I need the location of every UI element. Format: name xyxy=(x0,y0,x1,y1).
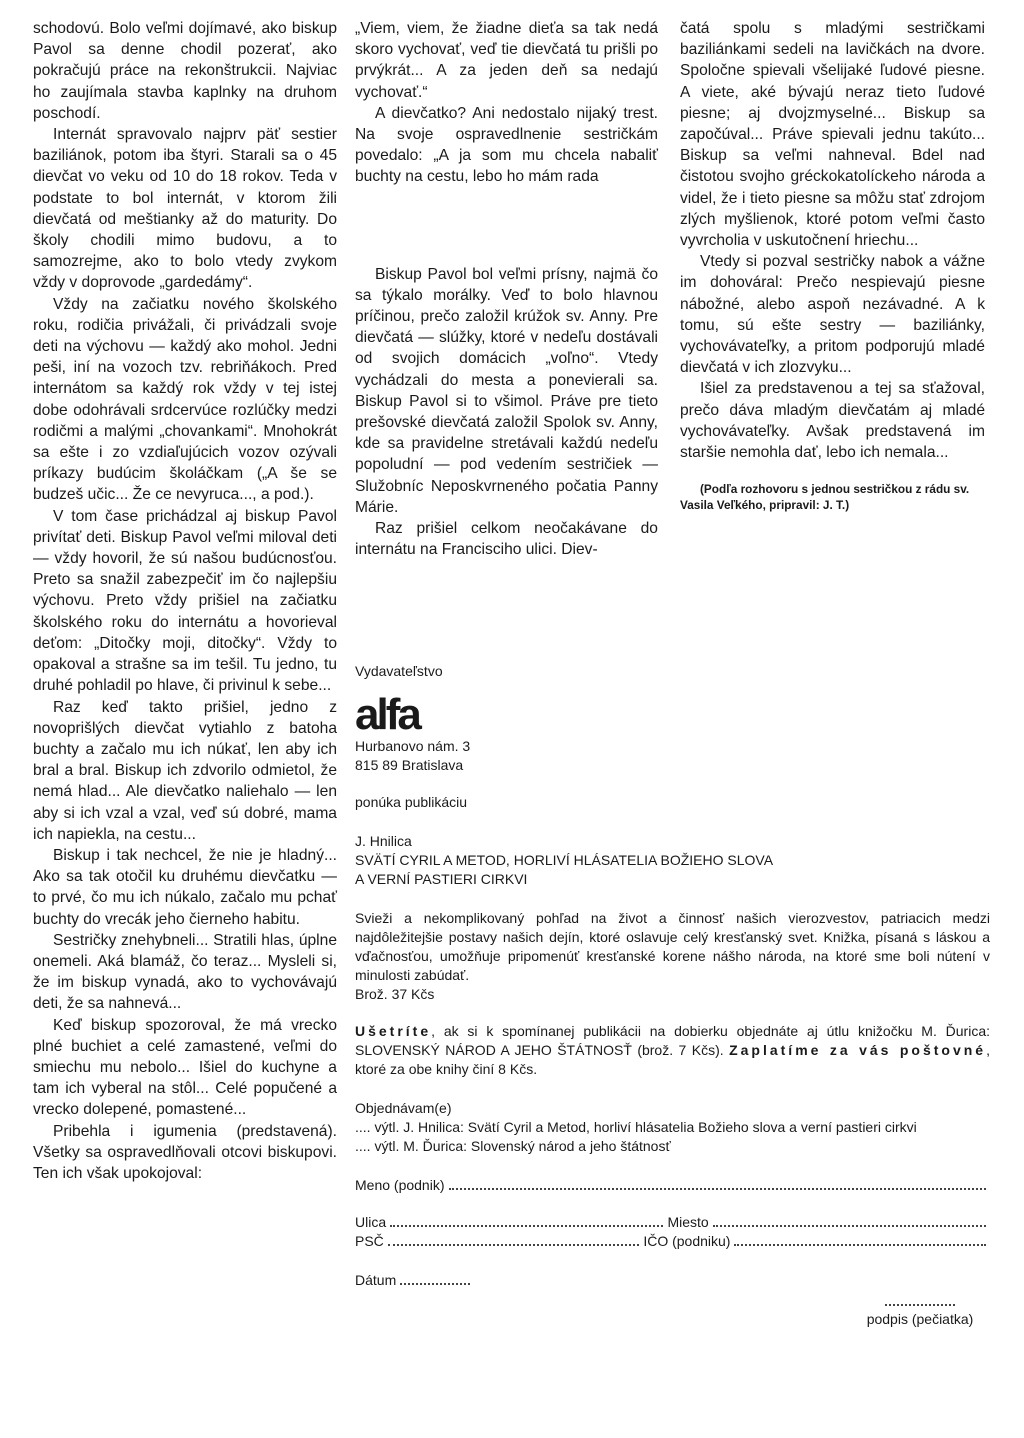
book-title-continued: A VERNÍ PASTIERI CIRKVI xyxy=(355,871,528,887)
order-heading: Objednávam(e) xyxy=(355,1100,452,1116)
alfa-logo-icon xyxy=(355,695,465,733)
promo-highlight: Ušetríte xyxy=(355,1023,432,1039)
zip-field-line[interactable] xyxy=(388,1243,640,1246)
column-gap xyxy=(355,188,658,264)
article-paragraph: A dievčatko? Ani nedostalo nijaký trest. Na svoje ospravedlnenie sestričkám povedalo: „A ja som mu chcela nabaliť buchty na cestu, lebo ho mám rada xyxy=(355,104,658,186)
publisher-heading: Vydavateľstvo xyxy=(355,663,443,679)
article-paragraph: Pribehla i igumenia (predstavená). Všetky sa ospravedlňovali otcovi biskupovi. Ten ich však upokojoval: xyxy=(33,1122,337,1182)
article-paragraph: schodovú. Bolo veľmi dojímavé, ako biskup Pavol sa denne chodil pozerať, ako pokračujú práce na rekonštrukcii. Najviac ho zaujímala stavba kaplnky na druhom poschodí. xyxy=(33,20,337,122)
article-paragraph: Vtedy si pozval sestričky nabok a vážne im dohováral: Prečo nespievajú piesne nábožné, alebo aspoň nezávadné. A k tomu, sú ešte sestry — baziliánky, vychovávateľky, a pritom podporujú mladé dievčatá v ich zlozvyku... xyxy=(680,253,985,377)
street-field-label: Ulica xyxy=(355,1214,387,1230)
address-row[interactable] xyxy=(355,1213,990,1232)
article-paragraph: „Viem, viem, že žiadne dieťa sa tak nedá skoro vychovať, veď tie dievčatá tu prišli po prvýkrát... A za jeden deň sa nedajú vychovať.“ xyxy=(355,20,658,101)
ico-field-label: IČO (podniku) xyxy=(643,1233,731,1249)
name-field-label: Meno (podnik) xyxy=(355,1177,445,1193)
signature-box[interactable] xyxy=(850,1296,990,1329)
article-paragraph: Biskup Pavol bol veľmi prísny, najmä čo sa týkalo morálky. Veď to bolo hlavnou príčinou, prečo založil krúžok sv. Anny. Pre dievčatá — slúžky, ktoré v nedeľu dostávali od svojich domácich „voľno“. Vtedy vychádzali do mesta a ponevierali sa. Biskup Pavol si to všimol. Práve pre tieto prešovské dievčatá založil Spolok sv. Anny, kde sa pravidelne stretávali každú nedeľu popoludní — pod vedením sestričiek — Služobníc Neposkvrneného počatia Panny Márie. xyxy=(355,265,658,516)
article-paragraph: Raz prišiel celkom neočakávane do internátu na Francisciho ulici. Diev- xyxy=(355,520,658,559)
book-price: Brož. 37 Kčs xyxy=(355,986,435,1002)
publisher-address: Hurbanovo nám. 3 xyxy=(355,738,471,754)
book-title: SVÄTÍ CYRIL A METOD, HORLIVÍ HLÁSATELIA BOŽIEHO SLOVA xyxy=(355,852,774,868)
book-author: J. Hnilica xyxy=(355,833,412,849)
article-column-2 xyxy=(355,18,658,560)
signature-label: podpis (pečiatka) xyxy=(866,1311,974,1327)
date-field-label: Dátum xyxy=(355,1272,397,1288)
article-paragraph: Keď biskup spozoroval, že má vrecko plné buchiet a celé zamastené, veľmi do smiechu mu nebolo... Išiel do kuchyne a tam ich vyberal na stôl... Celé popučené a vrecko dolepené, pomastené... xyxy=(33,1016,337,1119)
article-paragraph: V tom čase prichádzal aj biskup Pavol privítať deti. Biskup Pavol veľmi miloval deti — vždy hovoril, že sú našou budúcnosťou. Preto sa snažil zabezpečiť im čo najlepšiu výchovu. Preto vždy prišiel na začiatku školského roku do internátu a hovorieval deťom: „Ditočky moji, ditočky“. Vždy to opakoval a strašne sa im tešil. Tu jedno, tu druhé pohladil po hlave, či privinul k sebe... xyxy=(33,507,337,695)
article-paragraph: čatá spolu s mladými sestričkami baziliánkami sedeli na lavičkách na dvore. Spoločne spievali všelijaké ľudové piesne. A viete, aké bývajú neraz tieto ľudové piesne; aj dvojzmyselné... Biskup sa započúval... Práve spievali jednu takúto... Biskup sa veľmi nahneval. Bdel nad čistotou svojho gréckokatolíckeho národa a videl, že i tieto piesne sa môžu stať zdrojom zlých myšlienok, ktoré potom veľmi často vyvrcholia v uskutočnení hriechu... xyxy=(680,20,985,250)
city-field-label: Miesto xyxy=(667,1214,709,1230)
publisher-advertisement xyxy=(355,662,990,1329)
signature-line[interactable] xyxy=(885,1296,955,1306)
name-field-line[interactable] xyxy=(449,1187,987,1190)
zip-field-label: PSČ xyxy=(355,1233,384,1249)
logo-text: alfa xyxy=(355,695,419,733)
article-paragraph: Internát spravovalo najprv päť sestier baziliánok, potom iba štyri. Starali sa o 45 dievčat vo veku od 10 do 18 rokov. Teda v podstate to bol internát, v ktorom žili dievčatá od meštianky až do maturity. Do školy chodili mimo budovu, a to samozrejme, ako to bolo vtedy zvykom vždy v doprovode „gardedámy“. xyxy=(33,126,337,292)
ico-field-line[interactable] xyxy=(734,1243,986,1246)
offer-text: ponúka publikáciu xyxy=(355,794,468,810)
article-paragraph: Raz keď takto prišiel, jedno z novoprišlých dievčat vytiahlo z batoha buchty a začalo mu ich núkať, len aby ich bral a bral. Biskup ich zdvorilo odmietol, že nemá hlad... Ale dievčatko naliehalo — len aby si ich vzal a vzal, veď sú dobré, mama ich napiekla, na cestu... xyxy=(33,698,337,843)
publisher-city: 815 89 Bratislava xyxy=(355,757,464,773)
order-item-2[interactable]: .... výtl. M. Ďurica: Slovenský národ a jeho štátnosť xyxy=(355,1138,671,1154)
article-credit: (Podľa rozhovoru s jednou sestričkou z rádu sv. Vasila Veľkého, pripravil: J. T.) xyxy=(680,482,970,513)
article-paragraph: Sestričky znehybneli... Stratili hlas, úplne onemeli. Aká blamáž, čo teraz... Mysleli si, že im biskup vynadá, ako to vychovávajú deti, že sa nahnevá... xyxy=(33,931,337,1013)
promo-highlight: Zaplatíme za vás poštovné xyxy=(729,1042,987,1058)
article-paragraph: Vždy na začiatku nového školského roku, rodičia privážali, či privádzali svoje deti na výchovu — každý ako mohol. Jedni peši, iní na vozoch tzv. rebriňákoch. Pred internátom sa každý rok vždy v tej istej dobe odohrávali srdcervúce rozlúčky medzi rodičmi a malými „chovankami“. Mnohokrát sa ešte i zo vzdiaľujúcich vozov ozývali príkazy budúcim školáčkam („A še se budzeš učic... Že ce nevyruca..., a pod.). xyxy=(33,295,337,504)
article-paragraph: Išiel za predstavenou a tej sa sťažoval, prečo dáva mladým dievčatám aj mladé vychovávateľky. Avšak predstavená im staršie nemohla dať, lebo ich nemala... xyxy=(680,380,985,462)
book-description: Svieži a nekomplikovaný pohľad na život a činnosť našich vierozvestov, patriacich medzi najdôležitejšie postavy našich dejín, ktoré oslavuje celý kresťanský svet. Knižka, písaná s láskou a vďačnosťou, umožňuje pripomenúť kresťanské korene nášho národa, na ktoré sme boli nútení v minulosti zabúdať. xyxy=(355,910,990,983)
order-item-1[interactable]: .... výtl. J. Hnilica: Svätí Cyril a Metod, horliví hlásatelia Božieho slova a verní pastieri cirkvi xyxy=(355,1119,917,1135)
city-field-line[interactable] xyxy=(713,1224,986,1227)
article-column-3 xyxy=(680,18,985,513)
date-row[interactable] xyxy=(355,1271,990,1290)
zip-row[interactable] xyxy=(355,1232,990,1251)
article-paragraph: Biskup i tak nechcel, že nie je hladný... Ako sa tak otočil ku druhému dievčatku — to prvé, čo mu ich núkalo, začalo mu pchať buchty do vrecák jeho čierneho habitu. xyxy=(33,846,337,928)
promo-text: Ušetríte, ak si k spomínanej publikácii na dobierku objednáte aj útlu knižočku M. Ďurica: SLOVENSKÝ NÁROD A JEHO ŠTÁTNOSŤ (brož. 7 Kčs). Zaplatíme za vás poštovné, ktoré za obe knihy činí 8 Kčs. xyxy=(355,1023,990,1077)
signature-area[interactable] xyxy=(355,1296,990,1329)
street-field-line[interactable] xyxy=(390,1224,663,1227)
article-column-1 xyxy=(33,18,337,1184)
name-field[interactable] xyxy=(355,1176,990,1195)
date-field-line[interactable] xyxy=(400,1282,470,1285)
